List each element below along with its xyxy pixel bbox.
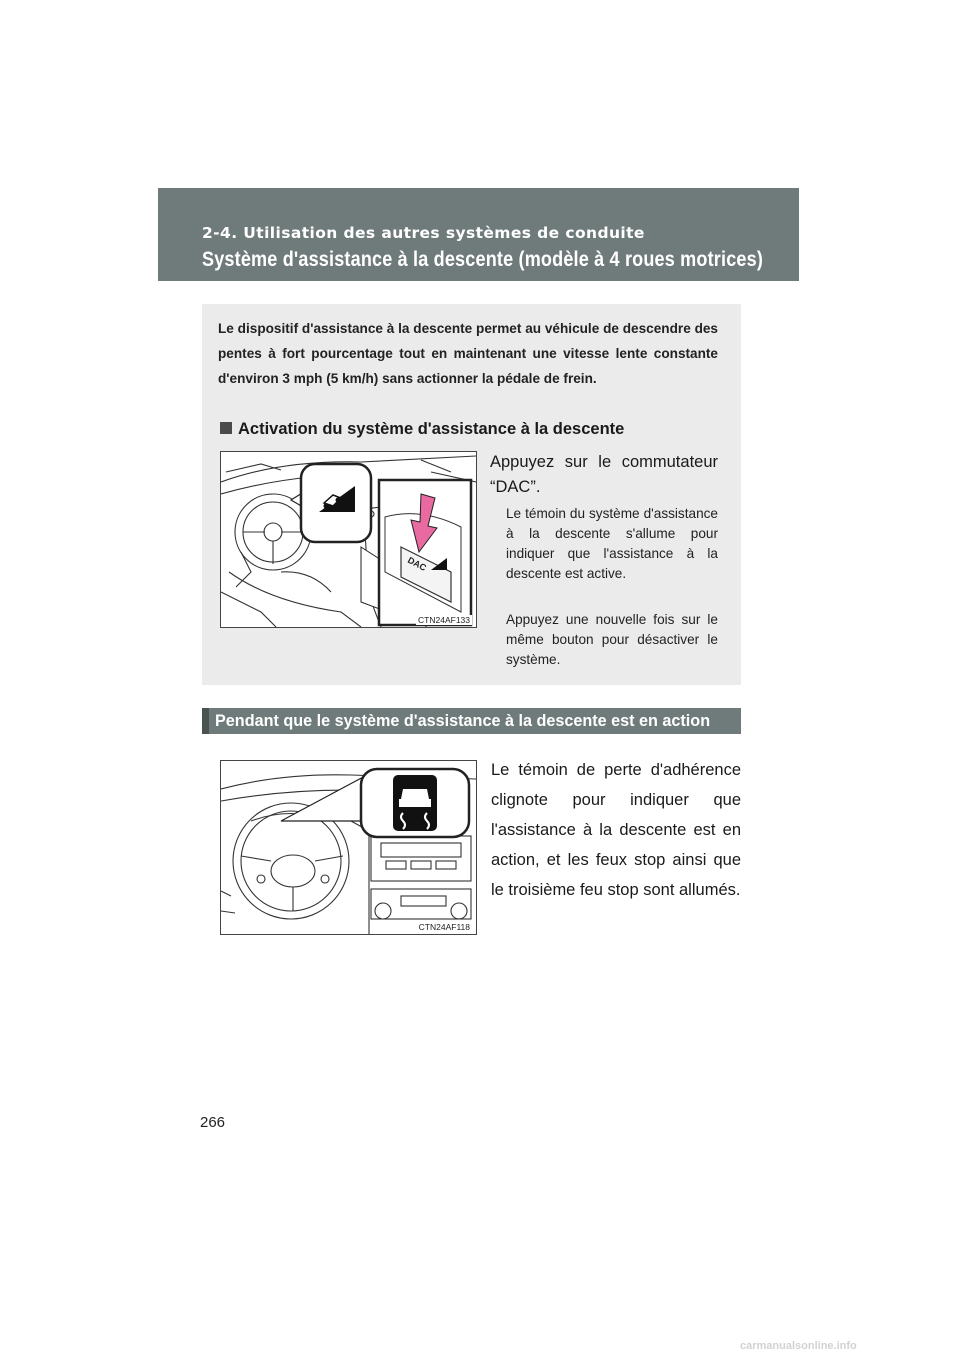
section-heading: Pendant que le système d'assistance à la descente est en action <box>202 708 741 734</box>
note-2: Appuyez une nouvelle fois sur le même bouton pour désactiver le système. <box>506 612 718 667</box>
intro-paragraph: Le dispositif d'assistance à la descente permet au véhicule de descendre des pentes à fort pourcentage tout en maintenant une vitesse lente constante d'environ 3 mph (5 km/h) sans actionner la pédale de frein. <box>218 321 718 386</box>
sub-heading <box>220 420 624 439</box>
note-1: Le témoin du système d'assistance à la descente s'allume pour indiquer que l'assistance à la descente est active. <box>506 506 718 581</box>
dac-switch-figure <box>220 451 477 628</box>
square-bullet-icon <box>220 422 232 434</box>
slip-indicator-icon <box>393 775 437 831</box>
dashboard-illustration <box>221 452 476 627</box>
page-title: Système d'assistance à la descente (modèle à 4 roues motrices) <box>202 248 764 271</box>
section-label: 2-4. Utilisation des autres systèmes de conduite <box>202 224 645 242</box>
footer-watermark: carmanualsonline.info <box>740 1340 857 1352</box>
section-body: Le témoin de perte d'adhérence clignote pour indiquer que l'assistance à la descente est en action, et les feux stop ainsi que le troisième feu stop sont allumés. <box>491 761 741 899</box>
slip-indicator-figure <box>220 760 477 935</box>
figure-code: CTN24AF133 <box>418 615 470 625</box>
cluster-illustration <box>221 761 476 934</box>
page-number: 266 <box>200 1114 226 1131</box>
sub-heading-text: Activation du système d'assistance à la descente <box>238 420 625 438</box>
figure-code-2: CTN24AF118 <box>418 922 470 932</box>
dac-switch-label: DAC <box>406 554 428 573</box>
page-header <box>158 188 799 281</box>
instruction-text: Appuyez sur le commutateur “DAC”. <box>490 453 718 496</box>
info-box <box>202 304 741 685</box>
